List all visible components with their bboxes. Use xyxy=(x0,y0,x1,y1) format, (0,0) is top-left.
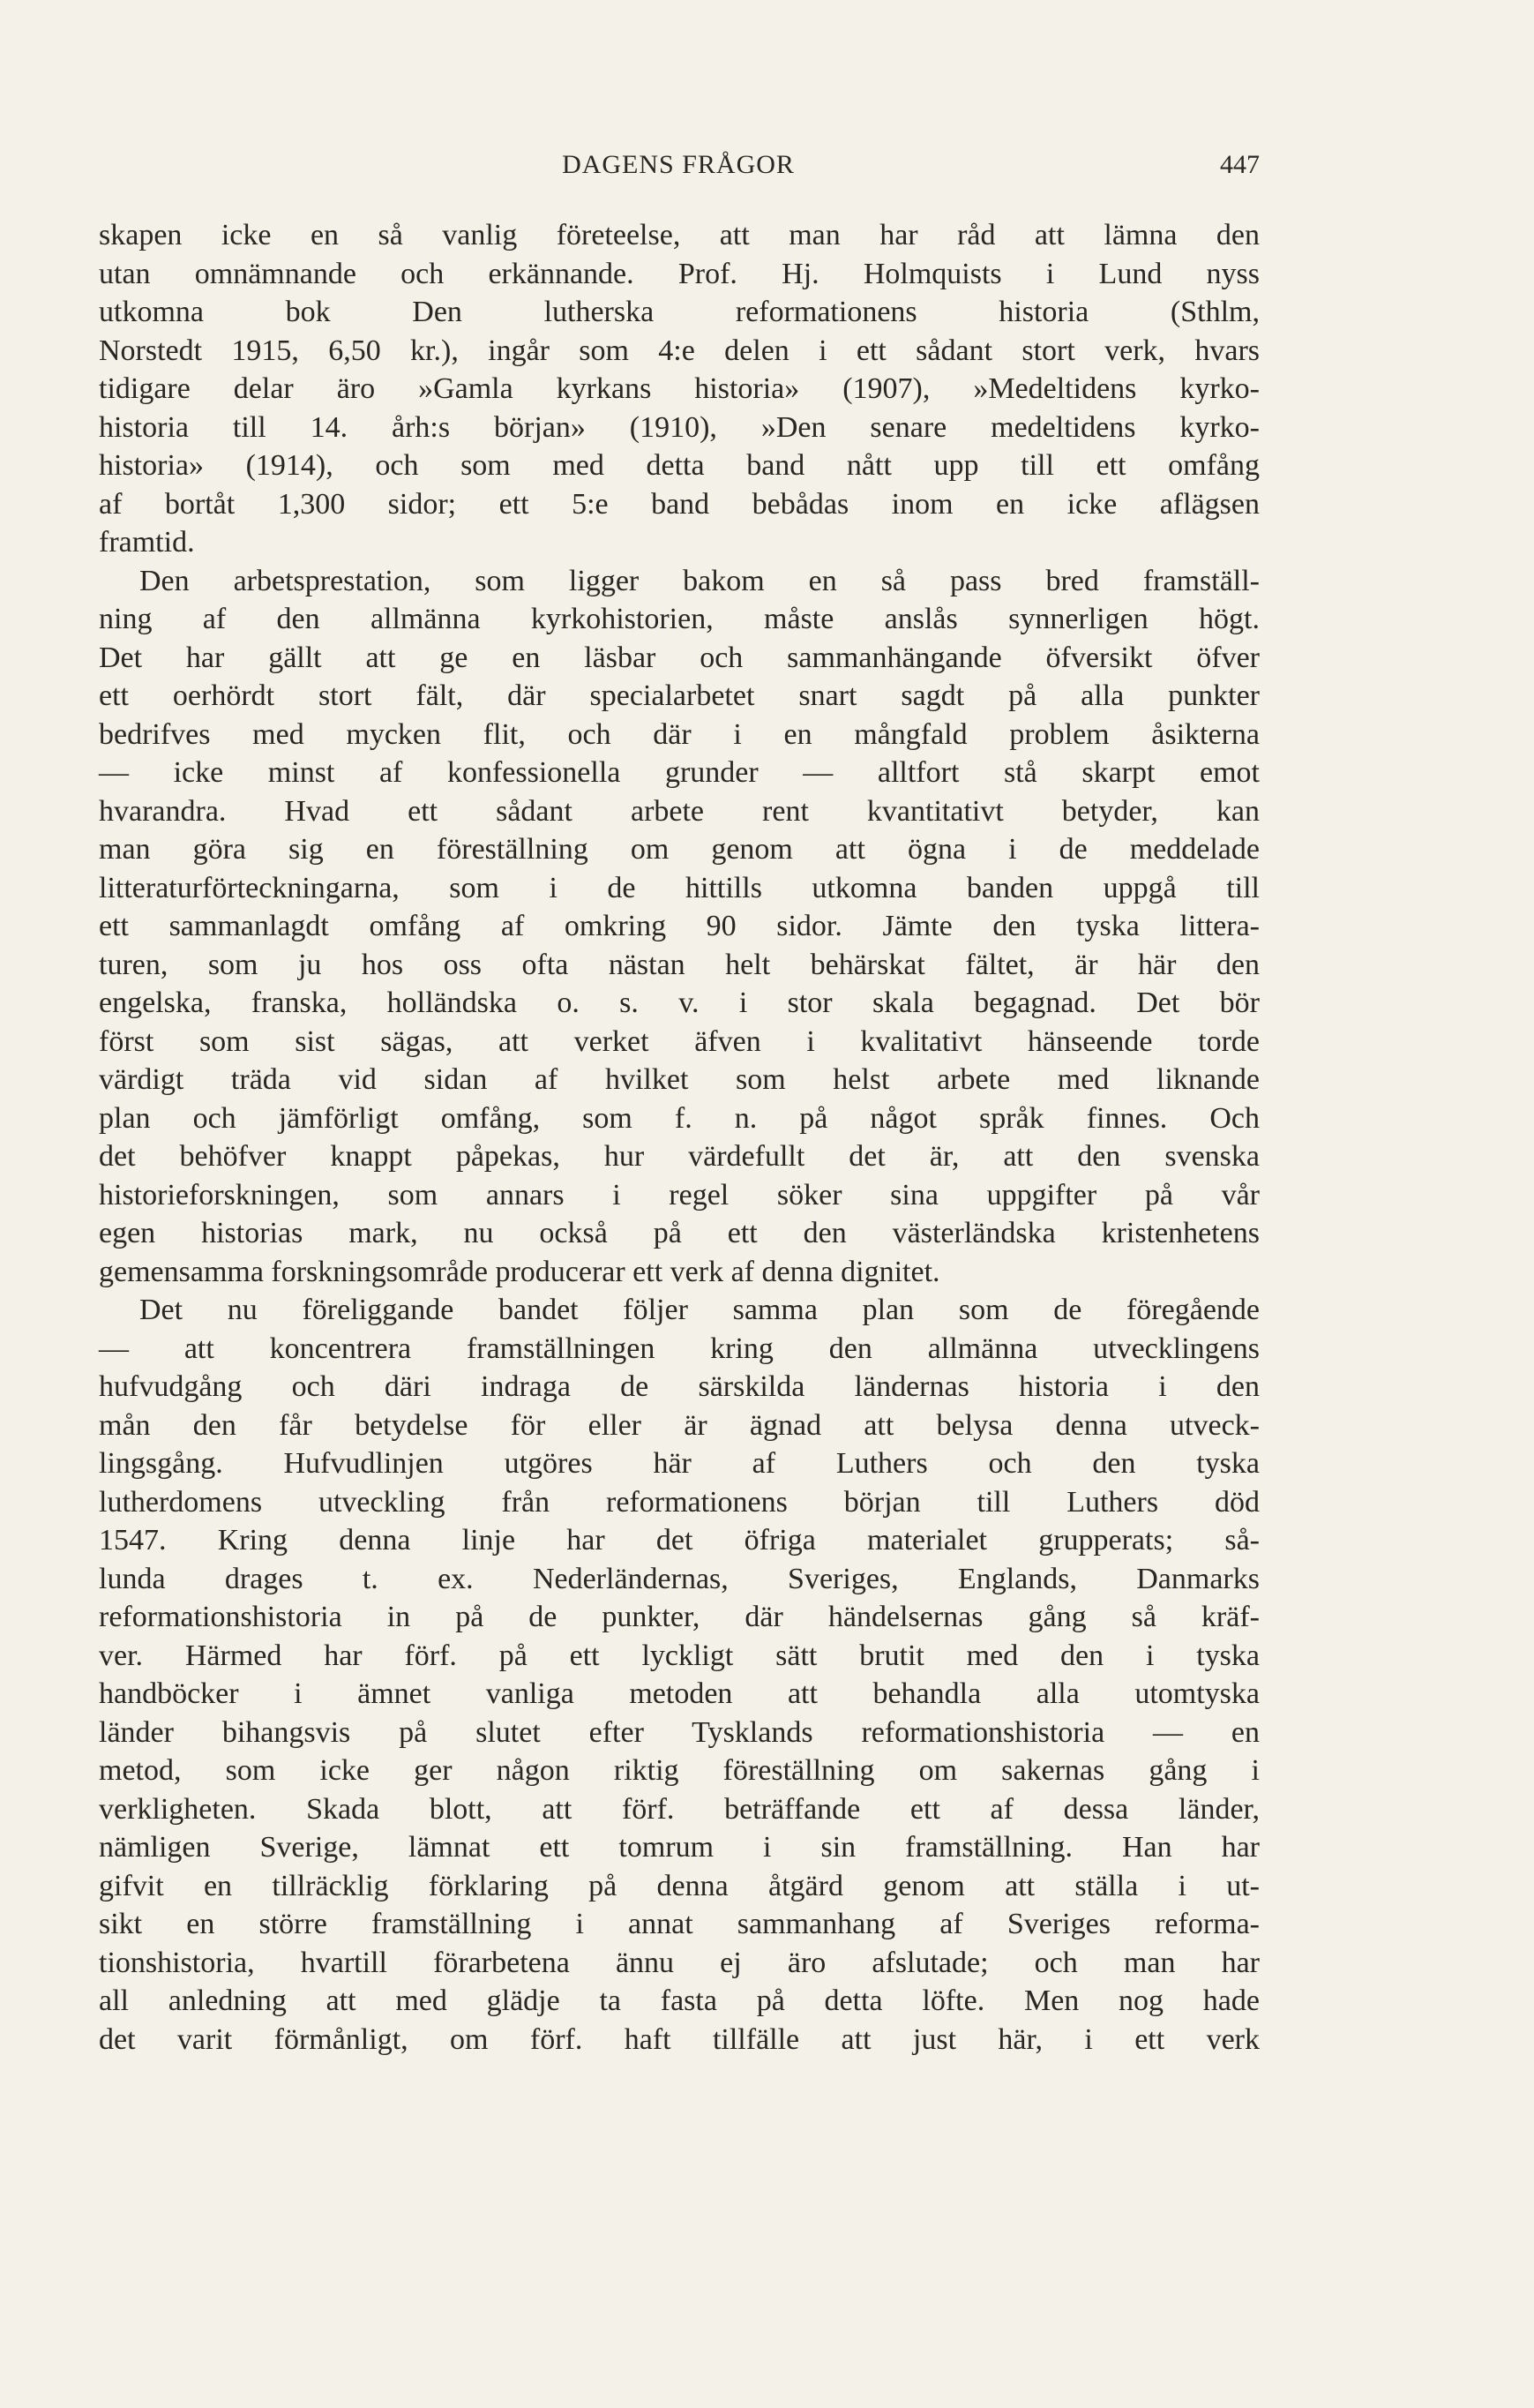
text-line: all anledning att med glädje ta fasta på detta löfte. Men nog hade xyxy=(99,1984,1260,2017)
text-line: Norstedt 1915, 6,50 kr.), ingår som 4:e delen i ett sådant stort verk, hvars xyxy=(99,334,1260,367)
text-line: 1547. Kring denna linje har det öfriga materialet grupperats; så- xyxy=(99,1524,1260,1557)
text-line: historia» (1914), och som med detta band nått upp till ett omfång xyxy=(99,449,1260,482)
text-line: Det har gällt att ge en läsbar och sammanhängande öfversikt öfver xyxy=(99,641,1260,674)
text-line: verkligheten. Skada blott, att förf. beträffande ett af dessa länder, xyxy=(99,1792,1260,1826)
running-title: DAGENS FRÅGOR xyxy=(562,150,795,179)
text-line: skapen icke en så vanlig företeelse, att man har råd att lämna den xyxy=(99,219,1260,251)
text-line: historia till 14. årh:s början» (1910), »Den senare medeltidens kyrko- xyxy=(99,410,1260,444)
text-line: reformationshistoria in på de punkter, där händelsernas gång så kräf- xyxy=(99,1601,1260,1633)
text-line: bedrifves med mycken flit, och där i en mångfald problem åsikterna xyxy=(99,717,1260,751)
text-line: — icke minst af konfessionella grunder — alltfort stå skarpt emot xyxy=(99,756,1260,789)
text-line: man göra sig en föreställning om genom att ögna i de meddelade xyxy=(99,833,1260,866)
text-line: lutherdomens utveckling från reformationens början till Luthers död xyxy=(99,1485,1260,1519)
text-line: hvarandra. Hvad ett sådant arbete rent kvantitativt betyder, kan xyxy=(99,794,1260,828)
text-line: ning af den allmänna kyrkohistorien, måste anslås synnerligen högt. xyxy=(99,603,1260,635)
text-line: ver. Härmed har förf. på ett lyckligt sätt brutit med den i tyska xyxy=(99,1639,1260,1672)
body-text xyxy=(99,216,1260,2059)
text-line: mån den får betydelse för eller är ägnad att belysa denna utveck- xyxy=(99,1408,1260,1442)
text-line: gifvit en tillräcklig förklaring på denna åtgärd genom att ställa i ut- xyxy=(99,1869,1260,1902)
text-line: Det nu föreliggande bandet följer samma plan som de föregående xyxy=(139,1294,1260,1326)
text-line: först som sist sägas, att verket äfven i kvalitativt hänseende torde xyxy=(99,1024,1260,1058)
text-line: nämligen Sverige, lämnat ett tomrum i sin framställning. Han har xyxy=(99,1831,1260,1864)
text-line: länder bihangsvis på slutet efter Tysklands reformationshistoria — en xyxy=(99,1715,1260,1749)
text-line: metod, som icke ger någon riktig föreställning om sakernas gång i xyxy=(99,1754,1260,1787)
text-line: turen, som ju hos oss ofta nästan helt behärskat fältet, är här den xyxy=(99,948,1260,981)
text-line: hufvudgång och däri indraga de särskilda ländernas historia i den xyxy=(99,1370,1260,1403)
text-line: Den arbetsprestation, som ligger bakom en så pass bred framställ- xyxy=(139,564,1260,597)
text-line: ett oerhördt stort fält, där specialarbetet snart sagdt på alla punkter xyxy=(99,679,1260,712)
text-line: af bortåt 1,300 sidor; ett 5:e band bebådas inom en icke aflägsen xyxy=(99,487,1260,521)
text-line: lingsgång. Hufvudlinjen utgöres här af Luthers och den tyska xyxy=(99,1447,1260,1480)
text-line: tionshistoria, hvartill förarbetena ännu ej äro afslutade; och man har xyxy=(99,1946,1260,1979)
text-line: plan och jämförligt omfång, som f. n. på något språk finnes. Och xyxy=(99,1101,1260,1135)
text-line: det varit förmånligt, om förf. haft tillfälle att just här, i ett verk xyxy=(99,2022,1260,2056)
text-line: egen historias mark, nu också på ett den västerländska kristenhetens xyxy=(99,1217,1260,1249)
text-line: sikt en större framställning i annat sammanhang af Sveriges reforma- xyxy=(99,1908,1260,1940)
text-line: gemensamma forskningsområde producerar ett verk af denna dignitet. xyxy=(99,1255,940,1288)
text-line: framtid. xyxy=(99,526,195,559)
text-line: lunda drages t. ex. Nederländernas, Sveriges, Englands, Danmarks xyxy=(99,1562,1260,1595)
text-line: ett sammanlagdt omfång af omkring 90 sidor. Jämte den tyska littera- xyxy=(99,910,1260,942)
text-line: utan omnämnande och erkännande. Prof. Hj. Holmquists i Lund nyss xyxy=(99,257,1260,290)
text-line: engelska, franska, holländska o. s. v. i stor skala begagnad. Det bör xyxy=(99,986,1260,1019)
text-line: — att koncentrera framställningen kring den allmänna utvecklingens xyxy=(99,1332,1260,1365)
text-line: handböcker i ämnet vanliga metoden att behandla alla utomtyska xyxy=(99,1677,1260,1710)
text-line: litteraturförteckningarna, som i de hittills utkomna banden uppgå till xyxy=(99,871,1260,904)
text-line: tidigare delar äro »Gamla kyrkans historia» (1907), »Medeltidens kyrko- xyxy=(99,372,1260,405)
text-line: värdigt träda vid sidan af hvilket som helst arbete med liknande xyxy=(99,1063,1260,1096)
text-line: det behöfver knappt påpekas, hur värdefullt det är, att den svenska xyxy=(99,1140,1260,1173)
text-line: utkomna bok Den lutherska reformationens historia (Sthlm, xyxy=(99,296,1260,328)
page-header xyxy=(97,150,1260,194)
page-number: 447 xyxy=(1220,150,1260,179)
text-line: historieforskningen, som annars i regel söker sina uppgifter på vår xyxy=(99,1178,1260,1212)
